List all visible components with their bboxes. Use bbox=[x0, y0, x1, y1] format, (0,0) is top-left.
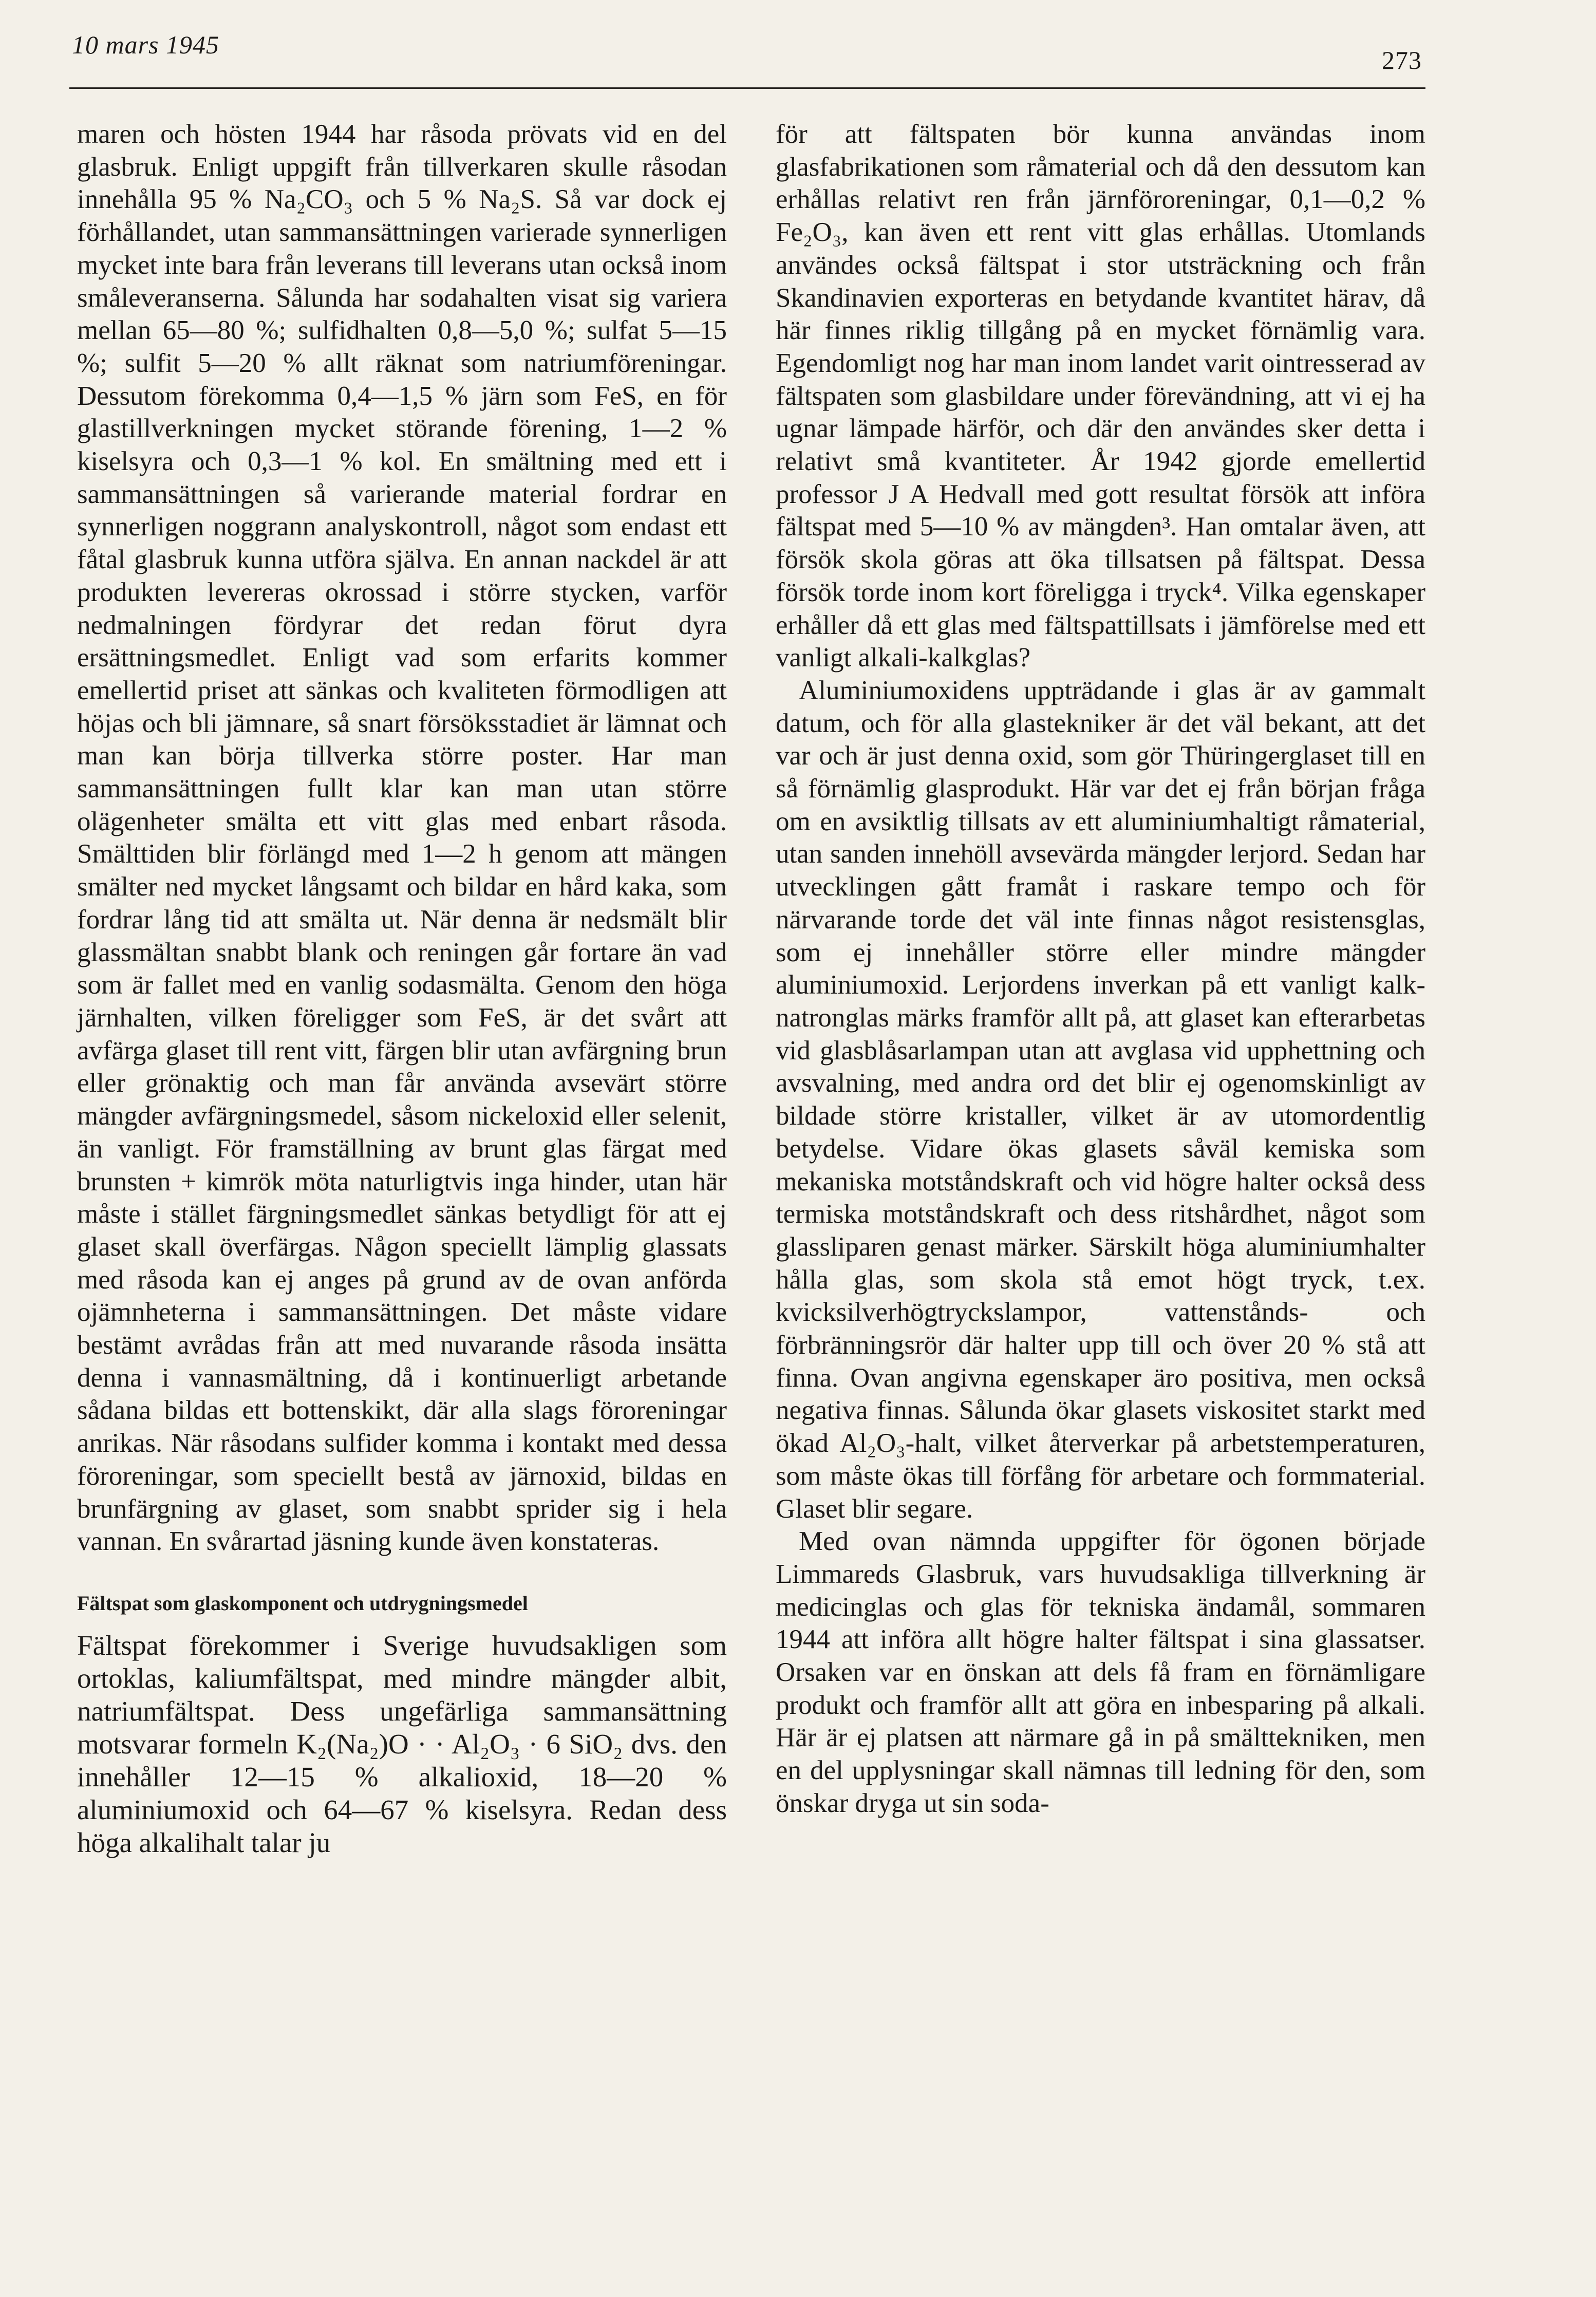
header-rule bbox=[69, 87, 1425, 89]
left-paragraph-1: maren och hösten 1944 har råsoda prövats vid en del glasbruk. Enligt uppgift från tillverkaren skulle råsodan innehålla 95 % Na₂CO₃ och 5 % Na₂S. Så var dock ej förhållandet, utan sammansättningen varierade synnerligen mycket inte bara från leverans till leverans utan också inom småleveranserna. Sålunda har sodahalten visat sig variera mellan 65—80 %; sulfidhalten 0,8—5,0 %; sulfat 5—15 %; sulfit 5—20 % allt räknat som natriumföreningar. Dessutom förekomma 0,4—1,5 % järn som FeS, en för glastillverkningen mycket störande förening, 1—2 % kiselsyra och 0,3—1 % kol. En smältning med ett i sammansättningen så varierande material fordrar en synnerligen noggrann analyskontroll, något som endast ett fåtal glasbruk kunna utföra själva. En annan nackdel är att produkten levereras okrossad i större stycken, varför nedmalningen fördyrar det redan förut dyra ersättningsmedlet. Enligt vad som erfarits kommer emellertid priset att sänkas och kvaliteten förmodligen att höjas och bli jämnare, så snart försöksstadiet är lämnat och man kan börja tillverka större poster. Har man sammansättningen fullt klar kan man utan större olägenheter smälta ett vitt glas med enbart råsoda. Smälttiden blir förlängd med 1—2 h genom att mängen smälter ned mycket långsamt och bildar en hård kaka, som fordrar lång tid att smälta ut. När denna är nedsmält blir glassmältan snabbt blank och reningen går fortare än vad som är fallet med en vanlig sodasmälta. Genom den höga järnhalten, vilken föreligger som FeS, är det svårt att avfärga glaset till rent vitt, färgen blir utan avfärgning brun eller grönaktig och man får använda avsevärt större mängder avfärgningsmedel, såsom nickeloxid eller selenit, än vanligt. För framställning av brunt glas färgat med brunsten + kimrök möta naturligtvis inga hinder, utan här måste i stället färgningsmedlet sänkas betydligt för att ej glaset skall överfärgas. Någon speciellt lämplig glassats med råsoda kan ej anges på grund av de ovan anförda ojämnheterna i sammansättningen. Det måste vidare bestämt avrådas från att med nuvarande råsoda insätta denna i vannasmältning, då i kontinuerligt arbetande sådana bildas ett bottenskikt, där alla slags föroreningar anrikas. När råsodans sulfider komma i kontakt med dessa föroreningar, som speciellt bestå av järnoxid, bildas en brunfärgning av glaset, som snabbt sprider sig i hela vannan. En svårartad jäsning kunde även konstateras. bbox=[77, 119, 727, 1557]
right-column bbox=[776, 118, 1425, 1820]
page-date: 10 mars 1945 bbox=[72, 30, 220, 59]
right-paragraph-3: Med ovan nämnda uppgifter för ögonen började Limmareds Glasbruk, vars huvudsakliga tillverkning är medicinglas och glas för tekniska ändamål, sommaren 1944 att införa allt högre halter fältspat i sina glassatser. Orsaken var en önskan att dels få fram en förnämligare produkt och framför allt att göra en inbesparing på alkali. Här är ej platsen att närmare gå in på smälttekniken, men en del upplysningar skall nämnas till ledning för den, som önskar dryga ut sin soda- bbox=[776, 1526, 1425, 1818]
left-column bbox=[77, 118, 727, 1859]
page-number: 273 bbox=[1382, 46, 1422, 74]
left-paragraph-2: Fältspat förekommer i Sverige huvudsakligen som ortoklas, kaliumfältspat, med mindre mängder albit, natriumfältspat. Dess ungefärliga sammansättning motsvarar formeln K₂(Na₂)O · · Al₂O₃ · 6 SiO₂ dvs. den innehåller 12—15 % alkalioxid, 18—20 % aluminiumoxid och 64—67 % kiselsyra. Redan dess höga alkalihalt talar ju bbox=[77, 1629, 727, 1858]
section-heading: Fältspat som glaskomponent och utdrygningsmedel bbox=[77, 1591, 528, 1615]
right-paragraph-2: Aluminiumoxidens uppträdande i glas är av gammalt datum, och för alla glastekniker är det väl bekant, att det var och är just denna oxid, som gör Thüringerglaset till en så förnämlig glasprodukt. Här var det ej från början fråga om en avsiktlig tillsats av ett aluminiumhaltigt råmaterial, utan sanden innehöll avsevärda mängder lerjord. Sedan har utvecklingen gått framåt i raskare tempo och för närvarande torde det väl inte finnas något resistensglas, som ej innehåller större eller mindre mängder aluminiumoxid. Lerjordens inverkan på ett vanligt kalk-natronglas märks framför allt på, att glaset kan efterarbetas vid glasblåsarlampan utan att avglasa vid upphettning och avsvalning, med andra ord det blir ej ogenomskinligt av bildade större kristaller, vilket är av utomordentlig betydelse. Vidare ökas glasets såväl kemiska som mekaniska motståndskraft och vid högre halter också dess termiska motståndskraft och dess ritshårdhet, något som glassliparen genast märker. Särskilt höga aluminiumhalter hålla glas, som skola stå emot högt tryck, t.ex. kvicksilverhögtryckslampor, vattenstånds- och förbränningsrör där halter upp till och över 20 % stå att finna. Ovan angivna egenskaper äro positiva, men också negativa finnas. Sålunda ökar glasets viskositet starkt med ökad Al₂O₃-halt, vilket återverkar på arbetstemperaturen, som måste ökas till förfång för arbetare och formmaterial. Glaset blir segare. bbox=[776, 675, 1425, 1524]
right-paragraph-1: för att fältspaten bör kunna användas inom glasfabrikationen som råmaterial och då den dessutom kan erhållas relativt ren från järnföroreningar, 0,1—0,2 % Fe₂O₃, kan även ett rent vitt glas erhållas. Utomlands användes också fältspat i stor utsträckning och från Skandinavien exporteras en betydande kvantitet härav, då här finnes riklig tillgång på en mycket förnämlig vara. Egendomligt nog har man inom landet varit ointresserad av fältspaten som glasbildare under förevändning, att vi ej ha ugnar lämpade härför, och där den användes sker detta i relativt små kvantiteter. År 1942 gjorde emellertid professor J A Hedvall med gott resultat försök att införa fältspat med 5—10 % av mängden³. Han omtalar även, att försök skola göras att öka tillsatsen på fältspat. Dessa försök torde inom kort föreligga i tryck⁴. Vilka egenskaper erhåller då ett glas med fältspattillsats i jämförelse med ett vanligt alkali-kalkglas? bbox=[776, 119, 1425, 673]
